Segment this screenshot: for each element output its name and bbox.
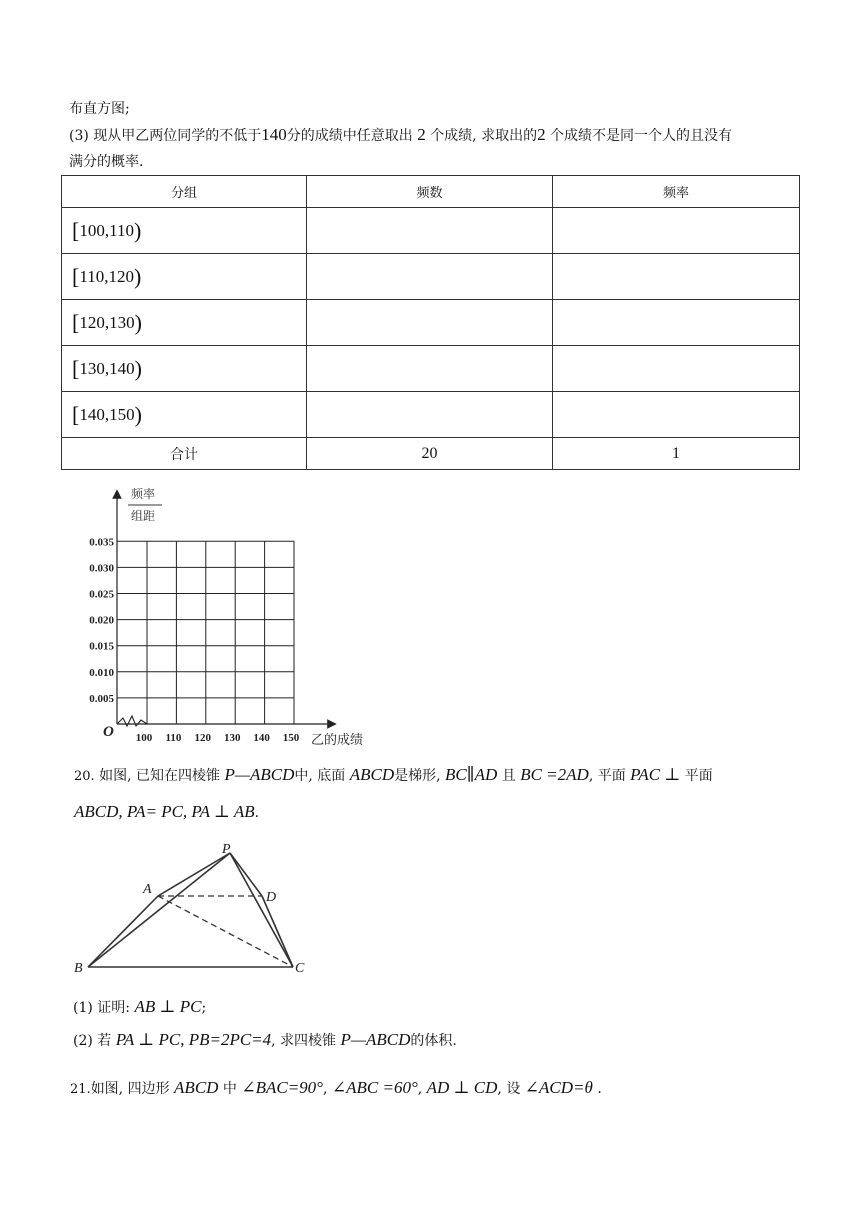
text-fragment: (2) 若 [73, 1033, 112, 1049]
vertex-label-B: B [74, 961, 83, 976]
y-axis-label-bottom: 组距 [131, 509, 156, 523]
frequency-table [61, 175, 800, 470]
table-row [62, 300, 800, 346]
math-abcd: ABCD [74, 802, 119, 821]
text-fragment: , [322, 1081, 328, 1097]
y-axis-label-top: 频率 [131, 487, 156, 501]
math-abcd: ABCD [174, 1078, 219, 1097]
table-total-row [62, 438, 800, 470]
interval-range: 110,120 [79, 266, 134, 286]
text-fragment: (1) 证明: [73, 1000, 130, 1016]
text-fragment: 且 [501, 768, 516, 784]
interval [72, 355, 142, 381]
y-tick-label: 0.010 [89, 666, 114, 679]
question-21-line-1 [70, 1078, 602, 1100]
number-2: 2 [537, 125, 546, 144]
x-tick-label: 130 [223, 732, 241, 744]
bracket-right: ) [134, 309, 142, 335]
number-2: 2 [417, 125, 426, 144]
y-tick-label: 0.020 [89, 614, 114, 627]
text-fragment: . [254, 805, 260, 821]
math-bc-2ad: BC =2AD [520, 765, 589, 784]
y-tick-labels [89, 536, 114, 705]
question-20-part-2 [73, 1030, 457, 1051]
text-fragment: 如图, 已知在四棱锥 [99, 768, 221, 784]
table-row [62, 346, 800, 392]
math-pa-pc: , PA= PC [118, 802, 183, 821]
vertex-label-D: D [266, 890, 277, 905]
y-tick-label: 0.035 [89, 536, 114, 549]
bracket-left: [ [72, 263, 80, 289]
bracket-left: [ [72, 217, 80, 243]
count-cell [307, 392, 553, 438]
text-fragment: 平面 [684, 768, 713, 784]
math-angle-abc: ∠ABC =60° [331, 1078, 418, 1097]
math-angle-bac: ∠BAC=90° [241, 1078, 323, 1097]
total-frequency-cell: 1 [553, 438, 800, 470]
text-fragment: . [597, 1081, 602, 1097]
x-tick-label: 150 [282, 732, 300, 744]
bracket-left: [ [72, 309, 80, 335]
histogram-grid [70, 482, 380, 748]
text-fragment: 中 [222, 1081, 237, 1097]
edge-PC [230, 853, 293, 967]
x-tick-label: 120 [194, 732, 212, 744]
question-number: 20. [74, 769, 95, 784]
count-cell [307, 254, 553, 300]
question-3-line-2 [69, 152, 143, 172]
header-cell-frequency: 频率 [553, 176, 800, 208]
text-fragment: 个成绩不是同一个人的且没有 [550, 128, 733, 144]
text-fragment: , 设 [497, 1081, 521, 1097]
text-fragment: ; [201, 1000, 207, 1016]
edge-PA [158, 853, 230, 896]
pyramid-figure [70, 840, 320, 980]
interval-cell [62, 392, 307, 438]
x-tick-label: 140 [253, 732, 270, 744]
math-ab-perp-pc: AB ⊥ PC [134, 997, 202, 1016]
math-angle-acd: ∠ACD=θ [524, 1078, 593, 1097]
frequency-cell [553, 300, 800, 346]
count-cell [307, 300, 553, 346]
table-row [62, 392, 800, 438]
edge-PD [230, 853, 262, 896]
question-20-line-2 [74, 802, 259, 823]
text-fragment: 满分的概率. [69, 154, 144, 170]
bracket-right: ) [133, 263, 142, 289]
grid-vertical [147, 541, 294, 724]
interval-range: 120,130 [79, 312, 135, 332]
bracket-right: ) [134, 401, 142, 427]
header-cell-group: 分组 [62, 176, 307, 208]
vertex-label-A: A [143, 882, 152, 897]
bracket-left: [ [72, 401, 80, 427]
count-cell [307, 346, 553, 392]
math-base: ABCD [349, 765, 395, 784]
edge-PB [88, 853, 230, 967]
text-fragment: 如图, 四边形 [90, 1081, 170, 1097]
y-tick-label: 0.015 [89, 640, 114, 653]
interval [72, 401, 142, 427]
y-tick-label: 0.030 [89, 562, 114, 575]
bracket-right: ) [134, 355, 142, 381]
table-row [62, 208, 800, 254]
text-fragment: 的体积. [410, 1033, 457, 1049]
number-140: 140 [261, 125, 287, 144]
vertex-label-P: P [222, 842, 231, 857]
math-pyramid: P—ABCD [224, 765, 295, 784]
text-fragment: 中, 底面 [294, 768, 346, 784]
text-fragment: , 平面 [588, 768, 626, 784]
interval-cell [62, 254, 307, 300]
total-count-cell: 20 [307, 438, 553, 470]
frequency-cell [553, 208, 800, 254]
count-cell [307, 208, 553, 254]
question-20-line-1 [74, 765, 713, 787]
x-tick-label: 100 [135, 732, 153, 744]
math-ad-perp-cd: AD ⊥ CD [426, 1078, 498, 1097]
x-tick-label: 110 [165, 732, 182, 744]
text-fragment: 布直方图; [69, 101, 130, 117]
origin-label: O [103, 724, 114, 740]
interval [72, 217, 142, 243]
x-tick-labels [136, 732, 300, 744]
y-tick-label: 0.005 [89, 692, 114, 705]
interval-range: 100,110 [79, 220, 134, 240]
text-fragment: 是梯形, [394, 768, 441, 784]
table-header-row [62, 176, 800, 208]
interval-cell [62, 208, 307, 254]
interval [72, 309, 142, 335]
question-number: 21. [70, 1082, 91, 1097]
vertex-label-C: C [295, 961, 305, 976]
math-plane-pac: PAC ⊥ [630, 765, 681, 784]
line-histogram-end [69, 99, 130, 119]
math-parallel: BC∥AD [445, 765, 498, 784]
y-tick-label: 0.025 [89, 588, 114, 601]
text-fragment: , [417, 1081, 423, 1097]
frequency-cell [553, 346, 800, 392]
text-fragment: (3) 现从甲乙两位同学的不低于 [69, 128, 262, 144]
frequency-cell [553, 254, 800, 300]
header-cell-count: 频数 [307, 176, 553, 208]
math-pb-2pc-4: , PB=2PC=4 [180, 1030, 272, 1049]
bracket-left: [ [72, 355, 80, 381]
bracket-right: ) [133, 217, 142, 243]
edge-DC [262, 896, 293, 967]
question-3-line-1 [69, 125, 732, 146]
total-label-cell: 合计 [62, 438, 307, 470]
interval [72, 263, 142, 289]
text-fragment: 个成绩, 求取出的 [430, 128, 538, 144]
frequency-cell [553, 392, 800, 438]
interval-range: 130,140 [79, 358, 135, 378]
interval-cell [62, 300, 307, 346]
text-fragment: , 求四棱锥 [271, 1033, 337, 1049]
interval-cell [62, 346, 307, 392]
math-pa-perp-pc: PA ⊥ PC [115, 1030, 181, 1049]
text-fragment: 分的成绩中任意取出 [286, 128, 413, 144]
math-pa-perp-ab: , PA ⊥ AB [182, 802, 255, 821]
edge-AB [88, 896, 158, 967]
x-axis-label: 乙的成绩 [311, 732, 364, 747]
table-row [62, 254, 800, 300]
question-20-part-1 [73, 997, 206, 1018]
interval-range: 140,150 [79, 404, 135, 424]
math-pyramid: P—ABCD [340, 1030, 411, 1049]
